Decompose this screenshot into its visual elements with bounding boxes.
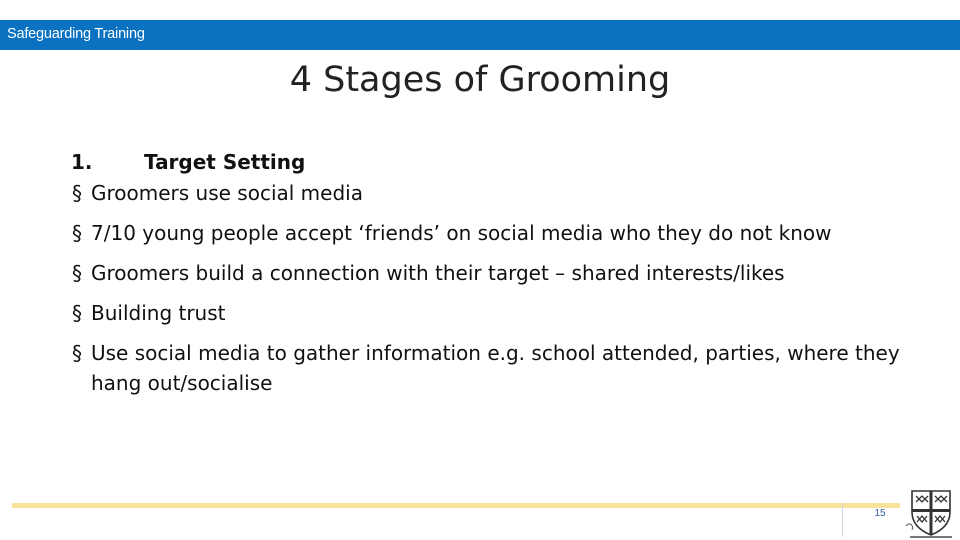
bullet-icon: §: [72, 181, 82, 205]
page-number: 15: [874, 508, 886, 519]
section-number: 1.: [71, 150, 93, 174]
bullet-text: Use social media to gather information e.g. school attended, parties, where they hang out/socialise: [91, 341, 900, 395]
bullet-icon: §: [72, 301, 82, 325]
bullet-text: 7/10 young people accept ‘friends’ on social media who they do not know: [91, 221, 832, 245]
bullet-text: Building trust: [91, 301, 226, 325]
header-label: Safeguarding Training: [7, 26, 145, 42]
bullet-item: [71, 338, 911, 398]
bullet-list: [71, 178, 911, 398]
bullet-icon: §: [72, 261, 82, 285]
bullet-item: [71, 258, 911, 288]
slide-title: 4 Stages of Grooming: [289, 60, 671, 100]
bullet-text: Groomers build a connection with their target – shared interests/likes: [91, 261, 785, 285]
footer-accent-line: [12, 503, 900, 508]
header-bar: [0, 20, 960, 50]
bullet-item: [71, 298, 911, 328]
section-heading-text: Target Setting: [144, 150, 306, 174]
bullet-icon: §: [72, 341, 82, 365]
bullet-item: [71, 178, 911, 208]
section-heading: [71, 146, 911, 178]
school-crest-icon: [904, 488, 958, 540]
bullet-item: [71, 218, 911, 248]
bullet-text: Groomers use social media: [91, 181, 363, 205]
bullet-icon: §: [72, 221, 82, 245]
slide-body: [71, 146, 911, 408]
